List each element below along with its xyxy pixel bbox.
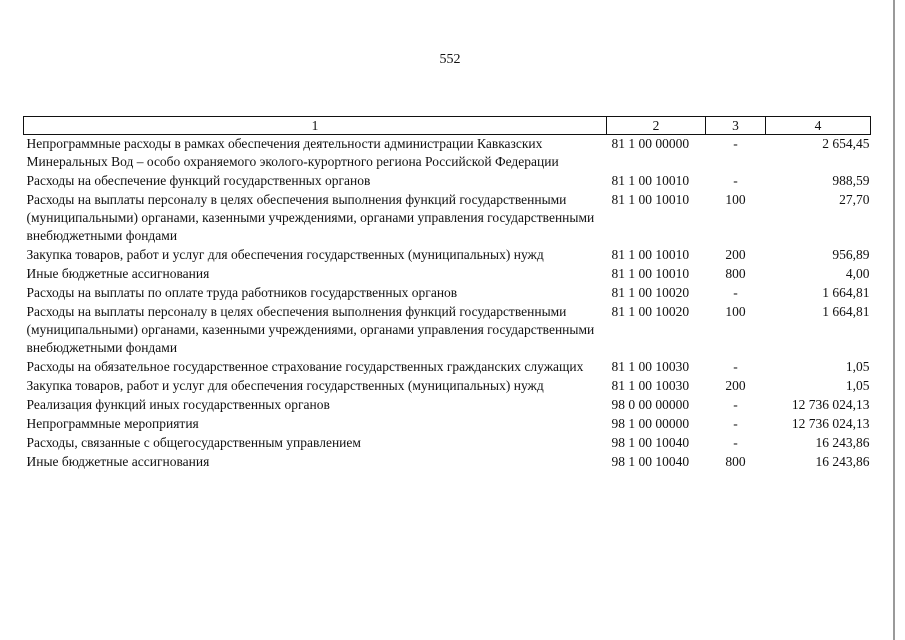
- row-name: Закупка товаров, работ и услуг для обеспечения государственных (муниципальных) нужд: [26, 247, 544, 262]
- row-amount: 1 664,81: [822, 304, 870, 319]
- page-number: 552: [439, 52, 461, 67]
- row-code: 81 1 00 10030: [611, 378, 690, 393]
- column-header-code: 2: [607, 117, 706, 135]
- row-code: 81 1 00 10010: [611, 173, 690, 188]
- row-name: Иные бюджетные ассигнования: [26, 266, 210, 281]
- row-type: -: [733, 435, 738, 450]
- column-header-type: 3: [706, 117, 766, 135]
- row-name: Расходы на обеспечение функций государственных органов: [26, 173, 371, 188]
- table-row: [24, 135, 871, 173]
- row-type: 100: [725, 192, 746, 207]
- row-type: -: [733, 359, 738, 374]
- budget-table: [23, 116, 871, 472]
- row-amount: 1 664,81: [822, 285, 870, 300]
- row-name: Расходы на выплаты персоналу в целях обеспечения выполнения функций государственными (муниципальными) органами, казенными учреждениями, органами управления государственными внебюджетными фондами: [26, 304, 595, 355]
- row-amount: 16 243,86: [815, 435, 870, 450]
- row-type: 100: [725, 304, 746, 319]
- row-code: 81 1 00 10010: [611, 192, 690, 207]
- row-amount: 2 654,45: [822, 136, 870, 151]
- table-header-row: [24, 117, 871, 135]
- row-name: Расходы, связанные с общегосударственным управлением: [26, 435, 361, 450]
- row-name: Расходы на выплаты персоналу в целях обеспечения выполнения функций государственными (муниципальными) органами, казенными учреждениями, органами управления государственными внебюджетными фондами: [26, 192, 595, 243]
- row-amount: 16 243,86: [815, 454, 870, 469]
- row-amount: 12 736 024,13: [791, 416, 870, 431]
- table-row: [24, 246, 871, 265]
- row-name: Расходы на выплаты по оплате труда работников государственных органов: [26, 285, 458, 300]
- row-code: 81 1 00 10030: [611, 359, 690, 374]
- row-code: 81 1 00 00000: [611, 136, 690, 151]
- row-type: 800: [725, 266, 746, 281]
- row-amount: 4,00: [845, 266, 870, 281]
- row-name: Реализация функций иных государственных органов: [26, 397, 330, 412]
- row-type: -: [733, 285, 738, 300]
- row-amount: 956,89: [832, 247, 870, 262]
- row-code: 81 1 00 10020: [611, 304, 690, 319]
- table-row: [24, 172, 871, 191]
- row-code: 98 1 00 00000: [611, 416, 690, 431]
- row-name: Непрограммные расходы в рамках обеспечения деятельности администрации Кавказских Минеральных Вод – особо охраняемого эколого-курортного региона Российской Федерации: [26, 136, 559, 169]
- row-type: 200: [725, 378, 746, 393]
- table-row: [24, 284, 871, 303]
- table-row: [24, 434, 871, 453]
- table-row: [24, 415, 871, 434]
- row-type: -: [733, 397, 738, 412]
- row-name: Иные бюджетные ассигнования: [26, 454, 210, 469]
- row-amount: 12 736 024,13: [791, 397, 870, 412]
- row-amount: 988,59: [832, 173, 870, 188]
- table-row: [24, 191, 871, 246]
- row-amount: 27,70: [839, 192, 870, 207]
- column-header-name: 1: [24, 117, 607, 135]
- row-amount: 1,05: [845, 359, 870, 374]
- table-row: [24, 358, 871, 377]
- column-header-amount: 4: [766, 117, 871, 135]
- row-name: Закупка товаров, работ и услуг для обеспечения государственных (муниципальных) нужд: [26, 378, 544, 393]
- row-amount: 1,05: [845, 378, 870, 393]
- row-code: 81 1 00 10010: [611, 266, 690, 281]
- page-edge-line: [893, 0, 895, 640]
- row-type: 200: [725, 247, 746, 262]
- row-type: -: [733, 173, 738, 188]
- row-code: 98 0 00 00000: [611, 397, 690, 412]
- row-type: -: [733, 136, 738, 151]
- row-type: -: [733, 416, 738, 431]
- row-code: 81 1 00 10010: [611, 247, 690, 262]
- table-row: [24, 265, 871, 284]
- table-row: [24, 303, 871, 358]
- row-code: 98 1 00 10040: [611, 454, 690, 469]
- row-name: Расходы на обязательное государственное страхование государственных гражданских служащих: [26, 359, 584, 374]
- table-row: [24, 396, 871, 415]
- table-row: [24, 453, 871, 472]
- row-name: Непрограммные мероприятия: [26, 416, 199, 431]
- row-code: 81 1 00 10020: [611, 285, 690, 300]
- row-type: 800: [725, 454, 746, 469]
- row-code: 98 1 00 10040: [611, 435, 690, 450]
- table-row: [24, 377, 871, 396]
